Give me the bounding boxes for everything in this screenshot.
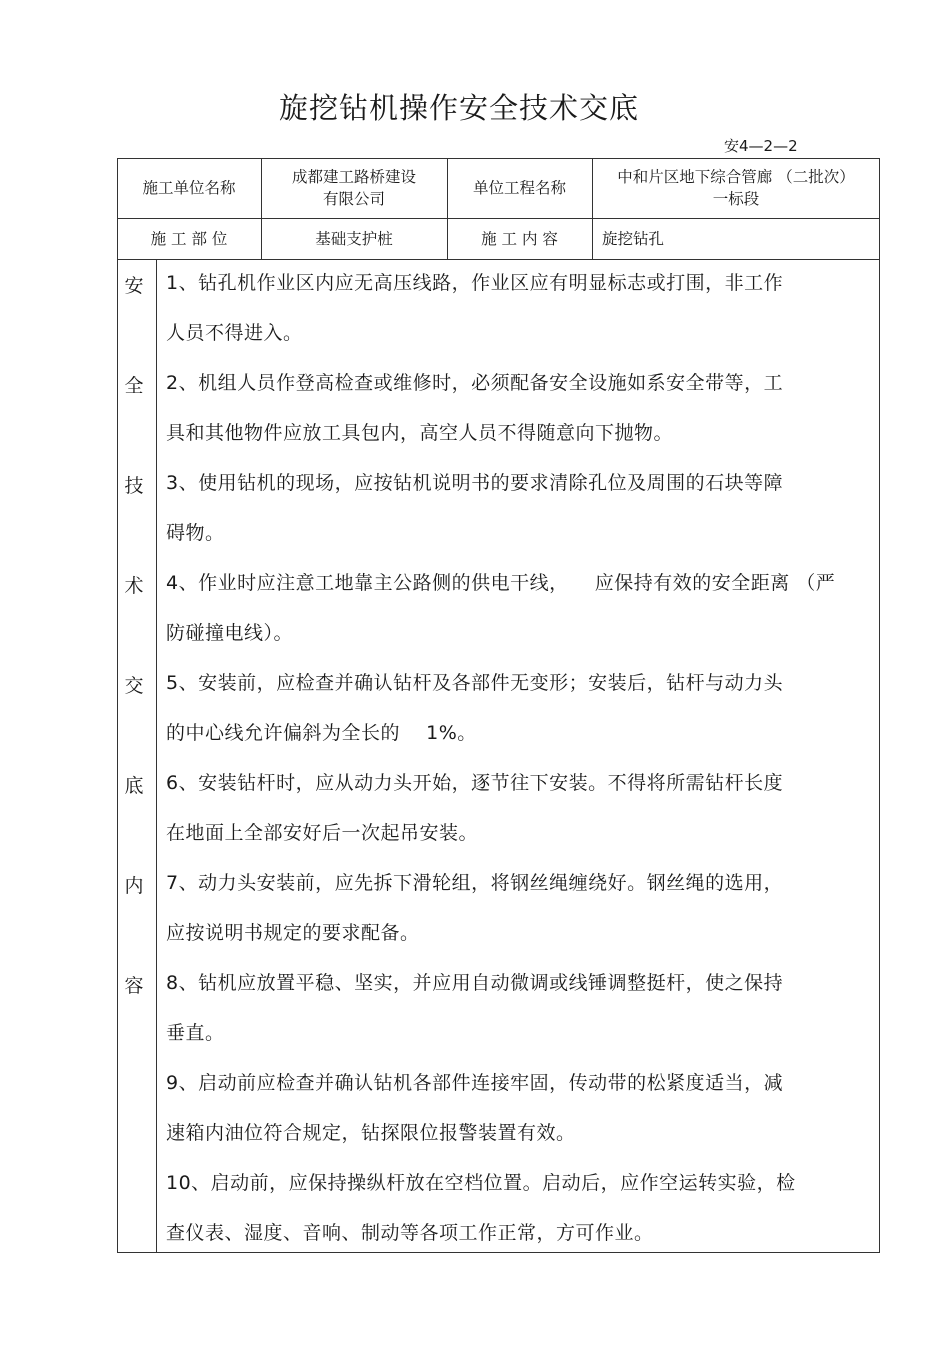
construction-unit-value-line2: 有限公司	[322, 190, 385, 208]
safety-disclosure-content	[166, 258, 871, 1258]
construction-unit-value-line1: 成都建工路桥建设	[291, 168, 416, 186]
project-name-value-line1: 中和片区地下综合管廊 （二批次）	[617, 168, 855, 186]
side-label-char: 内	[124, 875, 144, 897]
construction-unit-label-text: 施工单位名称	[142, 179, 236, 197]
safety-item: 9、启动前应检查并确认钻机各部件连接牢固，传动带的松紧度适当，减 速箱内油位符合规定，钻探限位报警装置有效。	[166, 1072, 784, 1144]
safety-item: 7、动力头安装前，应先拆下滑轮组，将钢丝绳缠绕好。钢丝绳的选用， 应按说明书规定的要求配备。	[166, 872, 784, 944]
side-label-char: 交	[124, 675, 144, 697]
safety-item: 4、作业时应注意工地靠主公路侧的供电干线， 应保持有效的安全距离 （严 防碰撞电线）。	[166, 572, 836, 644]
construction-content-label-text: 施 工 内 容	[481, 229, 558, 248]
safety-item: 1、钻孔机作业区内应无高压线路，作业区应有明显标志或打围，非工作 人员不得进入。	[166, 272, 784, 344]
side-label-char: 底	[124, 775, 144, 797]
construction-content-value	[592, 218, 880, 259]
construction-content-value-text: 旋挖钻孔	[602, 229, 665, 248]
project-name-label	[447, 158, 592, 218]
side-label-char: 技	[124, 475, 144, 497]
construction-unit-value	[261, 158, 447, 218]
safety-item: 10、启动前，应保持操纵杆放在空档位置。启动后，应作空运转实验，检 查仪表、湿度、音响、制动等各项工作正常，方可作业。	[166, 1172, 796, 1244]
construction-content-label	[447, 218, 592, 259]
safety-item: 8、钻机应放置平稳、坚实，并应用自动微调或线锤调整挺杆，使之保持 垂直。	[166, 972, 784, 1044]
side-label-char: 容	[124, 975, 144, 997]
document-title: 旋挖钻机操作安全技术交底	[278, 91, 639, 125]
column-divider	[156, 259, 157, 1253]
safety-item: 2、机组人员作登高检查或维修时，必须配备安全设施如系安全带等，工 具和其他物件应放工具包内，高空人员不得随意向下抛物。	[166, 372, 784, 444]
construction-part-label-text: 施 工 部 位	[150, 229, 228, 248]
side-label-char: 安	[124, 275, 144, 297]
safety-item: 6、安装钻杆时，应从动力头开始，逐节往下安装。不得将所需钻杆长度 在地面上全部安好后一次起吊安装。	[166, 772, 784, 844]
project-name-value-line2: 一标段	[712, 190, 760, 208]
safety-item: 3、使用钻机的现场，应按钻机说明书的要求清除孔位及周围的石块等障 碍物。	[166, 472, 784, 544]
construction-part-label	[117, 218, 261, 259]
project-name-label-text: 单位工程名称	[472, 179, 566, 197]
side-label-char: 全	[124, 375, 144, 397]
construction-unit-label	[117, 158, 261, 218]
side-label-char: 术	[124, 575, 144, 597]
document-number: 安4—2—2	[724, 137, 798, 155]
safety-item: 5、安装前，应检查并确认钻杆及各部件无变形；安装后，钻杆与动力头 的中心线允许偏斜为全长的 1%。	[166, 672, 784, 744]
construction-part-value-text: 基础支护桩	[315, 229, 393, 248]
project-name-value	[592, 158, 880, 218]
construction-part-value	[261, 218, 447, 259]
